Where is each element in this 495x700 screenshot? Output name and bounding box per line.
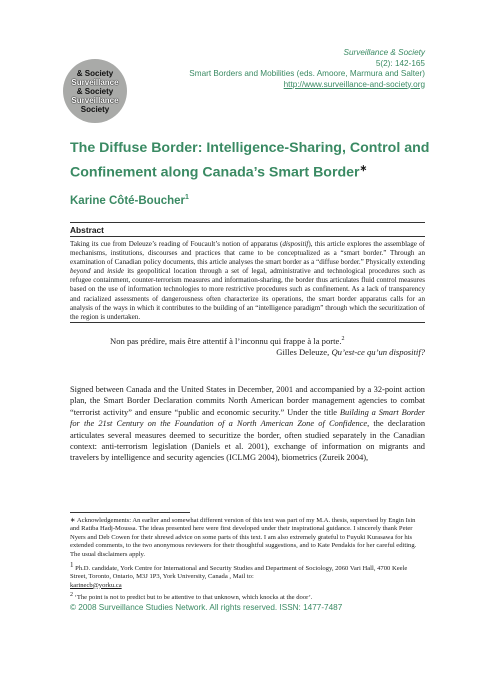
abstract-emphasis: beyond xyxy=(70,267,91,276)
footnote-mark: 2 xyxy=(70,592,73,599)
epigraph-author: Gilles Deleuze, xyxy=(276,346,330,357)
footnote-acknowledgements xyxy=(70,517,425,559)
footnote-text: Acknowledgements: An earlier and somewhat different version of this text was part of my M.A. thesis, supervised by Engin Isin and Ratiba Hadj-Moussa. The ideas presented here were first developed under their inspirational guidance. I sincerely thank Peter Nyers and Deb Cowen for their shrewd advice on some parts of this text. I am also extremely grateful to Fuyuki Kurasawa for his extended comments, to the two anonymous reviewers for their thoughtful suggestions, and to Kate Pendakis for her careful editing. The usual disclaimers apply. xyxy=(70,517,417,558)
footnote-rule xyxy=(70,512,190,513)
abstract-term: dispositif xyxy=(282,240,309,248)
abstract-heading: Abstract xyxy=(70,225,104,235)
abstract-top-rule xyxy=(70,222,425,223)
article-author xyxy=(70,194,189,207)
logo-line: & Society xyxy=(76,68,114,78)
logo-line: Society xyxy=(80,104,110,114)
author-name: Karine Côté-Boucher xyxy=(70,194,186,207)
journal-url-link[interactable]: http://www.surveillance-and-society.org xyxy=(283,79,425,89)
footnote-2 xyxy=(70,591,425,603)
body-segment: Signed between Canada and the United States in December, 2001 and accompanied by a 32-point action plan, the Smart Border Declaration commits North American border management agencies to combat “terrorist activity” and ensure “public and economic security.” Under the title xyxy=(70,385,425,417)
journal-section: Smart Borders and Mobilities (eds. Amoore, Marmura and Salter) xyxy=(189,69,425,78)
logo-line: & Society xyxy=(76,86,114,96)
journal-issue: 5(2): 142-165 xyxy=(375,58,425,68)
footnote-text: Ph.D. candidate, York Centre for International and Security Studies and Department of Sociology, 2060 Vari Hall, 4700 Keele Street, Toronto, Ontario, M3J 1P3, York University, Canada , Mail to: xyxy=(70,564,408,581)
copyright-footer: © 2008 Surveillance Studies Network. All rights reserved. ISSN: 1477-7487 xyxy=(70,603,343,612)
epigraph xyxy=(70,334,425,358)
journal-header xyxy=(145,48,425,90)
footnote-1 xyxy=(70,561,425,590)
abstract-text xyxy=(70,240,425,322)
journal-name: Surveillance & Society xyxy=(343,48,425,57)
epigraph-quote-text: Non pas prédire, mais être attentif à l’inconnu qui frappe à la porte. xyxy=(110,335,342,346)
logo-line: Surveillance xyxy=(71,77,119,87)
abstract-segment: ), this article explores the assemblage of mechanisms, institutions, discourses and practices that came to be conceptualized as a “smart border.” Through an examination of Canadian policy documents, this article analyses the smart border as a “diffuse border.” Physically extending xyxy=(70,240,425,267)
abstract-heading-rule xyxy=(70,236,425,237)
footnote-text: ‘The point is not to predict but to be attentive to that unknown, which knocks at the door’. xyxy=(74,594,313,602)
footnote-mark: 1 xyxy=(70,560,74,569)
abstract-bottom-rule xyxy=(70,322,425,323)
footnote-mark: ∗ xyxy=(70,517,76,524)
author-footnote-mark[interactable]: 1 xyxy=(185,194,189,201)
journal-logo xyxy=(62,58,128,124)
logo-line: Surveillance xyxy=(71,95,119,105)
article-title-text: The Diffuse Border: Intelligence-Sharing, Control and Confinement along Canada’s Smart Border xyxy=(70,140,430,181)
abstract-segment: and xyxy=(90,267,108,276)
body-segment: , the declaration articulates several measures deemed to securitize the border, often studied separately in the Canadian context: anti-terrorism legislation (Daniels et al. 2001), exchange of information on migrants and travelers by intelligence and security agencies (ICLMG 2004), biometrics (Zureik 2004), xyxy=(70,419,426,463)
title-footnote-mark[interactable]: ∗ xyxy=(359,163,368,173)
article-title xyxy=(70,138,430,183)
epigraph-attribution xyxy=(70,347,425,358)
epigraph-source: Qu’est-ce qu’un dispositif? xyxy=(331,346,425,357)
epigraph-quote xyxy=(70,334,425,347)
footnotes xyxy=(70,517,425,605)
epigraph-footnote-mark[interactable]: 2 xyxy=(341,336,345,342)
abstract-segment: Taking its cue from Deleuze’s reading of Foucault’s notion of apparatus ( xyxy=(70,240,283,248)
author-email-link[interactable]: karinecb@yorku.ca xyxy=(70,581,122,589)
body-paragraph xyxy=(70,384,425,464)
abstract-emphasis: inside xyxy=(107,267,125,276)
logo-lettering xyxy=(62,58,128,124)
body-italic-title: Building a Smart Border for the 21st Century on the Foundation of a North American Zone of Confidence xyxy=(70,407,425,429)
abstract-segment: its geopolitical location through a set of legal, administrative and technological procedures such as refugee containment, counter-terrorism measures and information-sharing, the border thus articulates fluid control measures based on the use of information technologies to more restrictive procedures such as confinement. As a lack of transparency and racialized assessments of dangerousness often characterize its operations, the smart border apparatus calls for an analysis of the ways in which it contributes to the building of an “intelligence paradigm” through which the securitization of the region is undertaken. xyxy=(70,267,425,321)
